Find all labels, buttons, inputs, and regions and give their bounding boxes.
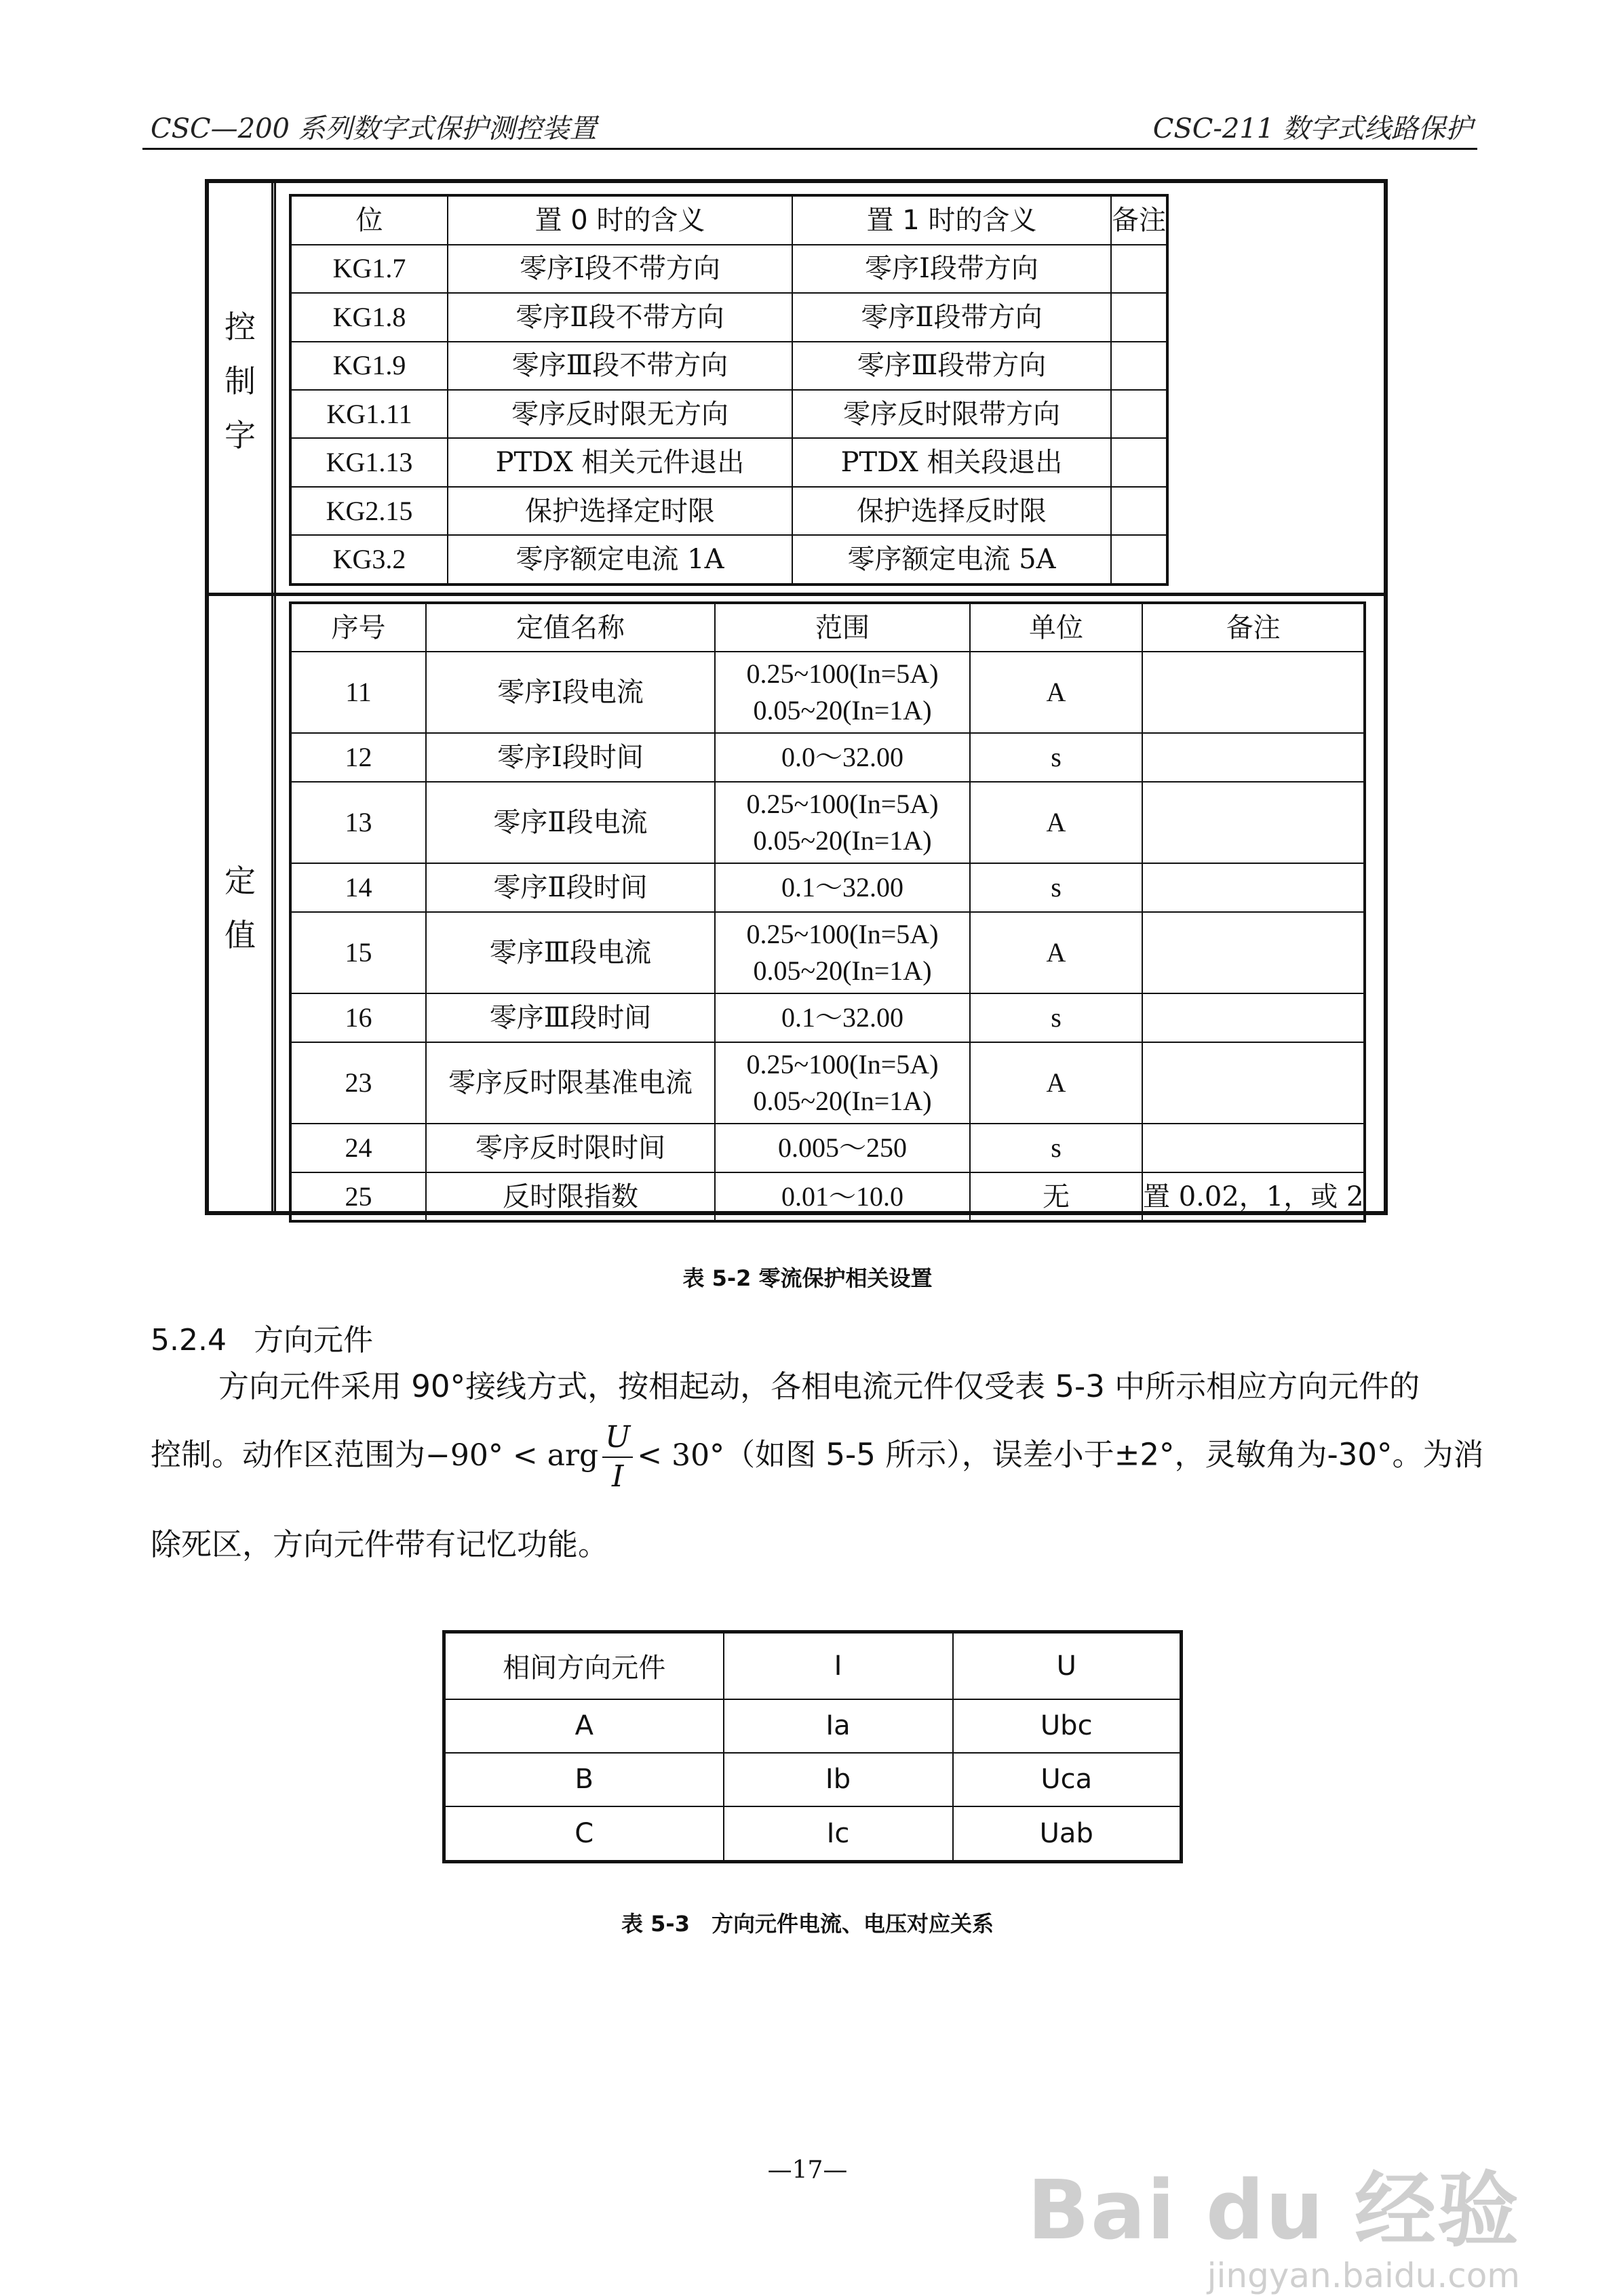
cell: 零序反时限无方向: [448, 390, 792, 438]
header-cell: 定值名称: [426, 603, 715, 652]
cell: [1111, 342, 1167, 390]
header-left-title: CSC—200 系列数字式保护测控装置: [151, 113, 597, 144]
control-word-table: [289, 194, 1169, 586]
cell: 零序Ⅰ段带方向: [792, 245, 1111, 293]
cell: 零序Ⅲ段带方向: [792, 342, 1111, 390]
cell: [1111, 293, 1167, 341]
cell: 15: [290, 912, 426, 993]
range-cell: [715, 1042, 970, 1124]
cell: s: [970, 863, 1142, 912]
section-heading: [151, 1315, 373, 1359]
header-cell: 备注: [1142, 603, 1365, 652]
setting-value-section: [209, 593, 1384, 1211]
cell: 零序Ⅱ段带方向: [792, 293, 1111, 341]
fraction: [602, 1419, 633, 1496]
table-row: [290, 912, 1365, 993]
cell: 14: [290, 863, 426, 912]
cell: 12: [290, 733, 426, 782]
paragraph-text: （如图 5-5 所示），误差小于±2°，灵敏角为-30°。为消: [724, 1436, 1484, 1473]
table-row: [444, 1806, 1182, 1862]
cell: [1142, 1042, 1365, 1124]
cell: 0.1～32.00: [715, 863, 970, 912]
table-header-row: [290, 195, 1167, 245]
cell: 11: [290, 652, 426, 733]
cell: 无: [970, 1172, 1142, 1221]
cell: [1142, 652, 1365, 733]
cell: 0.005～250: [715, 1124, 970, 1172]
table-row: [290, 782, 1365, 863]
cell: 零序Ⅰ段电流: [426, 652, 715, 733]
control-label-char: 制: [225, 363, 256, 399]
table-row: [290, 652, 1365, 733]
cell: s: [970, 1124, 1142, 1172]
range-cell: [715, 652, 970, 733]
header-cell: I: [724, 1632, 953, 1699]
settings-table: [205, 179, 1388, 1215]
cell: Uab: [953, 1806, 1182, 1862]
fraction-denominator: I: [612, 1459, 624, 1494]
baidu-watermark: [1027, 2164, 1520, 2296]
cell: [1111, 535, 1167, 585]
table-row: [290, 863, 1365, 912]
table-row: [290, 1042, 1365, 1124]
cell: 零序Ⅲ段电流: [426, 912, 715, 993]
cell: 25: [290, 1172, 426, 1221]
table-header-row: [290, 603, 1365, 652]
cell: KG1.11: [290, 390, 448, 438]
cell: 保护选择反时限: [792, 487, 1111, 535]
cell: [1111, 390, 1167, 438]
cell: 0.01～10.0: [715, 1172, 970, 1221]
section-number: 5.2.4: [151, 1323, 227, 1358]
cell: Ic: [724, 1806, 953, 1862]
section-title: 方向元件: [253, 1323, 373, 1358]
cell: Ia: [724, 1699, 953, 1753]
cell: A: [970, 652, 1142, 733]
table-row: [290, 1124, 1365, 1172]
control-word-section: [209, 183, 1384, 593]
range-line: 0.25~100(In=5A): [746, 1049, 939, 1080]
table-row: [290, 245, 1167, 293]
header-rule: [142, 148, 1477, 150]
header-cell: 序号: [290, 603, 426, 652]
cell: A: [970, 1042, 1142, 1124]
table-row: [290, 733, 1365, 782]
control-label-char: 字: [225, 417, 256, 454]
cell: KG1.8: [290, 293, 448, 341]
range-line: 0.05~20(In=1A): [753, 955, 932, 986]
cell: A: [970, 782, 1142, 863]
setting-value-table: [289, 601, 1366, 1223]
cell: 13: [290, 782, 426, 863]
table-row: [290, 293, 1167, 341]
paragraph-line: 方向元件采用 90°接线方式，按相起动，各相电流元件仅受表 5-3 中所示相应方向元件的: [218, 1368, 1420, 1404]
cell: 零序额定电流 1A: [448, 535, 792, 585]
cell: A: [970, 912, 1142, 993]
range-line: 0.05~20(In=1A): [753, 1086, 932, 1116]
header-cell: 范围: [715, 603, 970, 652]
cell: 零序额定电流 5A: [792, 535, 1111, 585]
formula-right: < 30°: [637, 1438, 725, 1473]
header-cell: 相间方向元件: [444, 1632, 724, 1699]
header-cell: 置 1 时的含义: [792, 195, 1111, 245]
cell: KG2.15: [290, 487, 448, 535]
range-line: 0.25~100(In=5A): [746, 919, 939, 949]
cell: KG3.2: [290, 535, 448, 585]
range-cell: [715, 912, 970, 993]
header-cell: 备注: [1111, 195, 1167, 245]
cell: [1142, 863, 1365, 912]
cell: 反时限指数: [426, 1172, 715, 1221]
paragraph-text: 控制。动作区范围为: [151, 1436, 426, 1473]
cell: 零序Ⅲ段不带方向: [448, 342, 792, 390]
cell: 零序反时限时间: [426, 1124, 715, 1172]
table-row: [290, 342, 1167, 390]
header-cell: 位: [290, 195, 448, 245]
range-line: 0.05~20(In=1A): [753, 695, 932, 726]
cell: [1142, 993, 1365, 1042]
header-cell: 单位: [970, 603, 1142, 652]
cell: [1142, 782, 1365, 863]
cell: 零序Ⅲ段时间: [426, 993, 715, 1042]
range-line: 0.05~20(In=1A): [753, 825, 932, 856]
cell: 23: [290, 1042, 426, 1124]
watermark-url: jingyan.baidu.com: [1207, 2256, 1520, 2295]
cell: Ubc: [953, 1699, 1182, 1753]
cell: KG1.13: [290, 438, 448, 486]
cell: 零序Ⅱ段时间: [426, 863, 715, 912]
page-number: —17—: [767, 2156, 848, 2184]
cell: 24: [290, 1124, 426, 1172]
cell: 16: [290, 993, 426, 1042]
cell: PTDX 相关元件退出: [448, 438, 792, 486]
range-cell: [715, 782, 970, 863]
cell: [1142, 912, 1365, 993]
cell: 零序反时限带方向: [792, 390, 1111, 438]
header-cell: 置 0 时的含义: [448, 195, 792, 245]
cell: 0.0～32.00: [715, 733, 970, 782]
cell: [1111, 487, 1167, 535]
cell: 置 0.02，1，或 2: [1142, 1172, 1365, 1221]
table-caption: 表 5-3 方向元件电流、电压对应关系: [621, 1911, 994, 1937]
table-header-row: [444, 1632, 1182, 1699]
cell: 零序Ⅰ段时间: [426, 733, 715, 782]
table-row: [290, 390, 1167, 438]
table-row: [290, 1172, 1365, 1221]
cell: [1142, 733, 1365, 782]
cell: KG1.7: [290, 245, 448, 293]
table-row: [444, 1753, 1182, 1806]
cell: 0.1～32.00: [715, 993, 970, 1042]
table-row: [444, 1699, 1182, 1753]
table-caption: 表 5-2 零流保护相关设置: [682, 1265, 933, 1291]
cell: Uca: [953, 1753, 1182, 1806]
header-right-title: CSC-211 数字式线路保护: [1152, 113, 1473, 144]
cell: 零序Ⅱ段电流: [426, 782, 715, 863]
cell: 零序反时限基准电流: [426, 1042, 715, 1124]
cell: 保护选择定时限: [448, 487, 792, 535]
table-row: [290, 535, 1167, 585]
table-row: [290, 487, 1167, 535]
cell: s: [970, 733, 1142, 782]
direction-element-table: [442, 1630, 1183, 1863]
cell: C: [444, 1806, 724, 1862]
cell: 零序Ⅱ段不带方向: [448, 293, 792, 341]
watermark-logo: Bai du 经验: [1027, 2164, 1520, 2258]
cell: Ib: [724, 1753, 953, 1806]
cell: 零序Ⅰ段不带方向: [448, 245, 792, 293]
cell: s: [970, 993, 1142, 1042]
range-line: 0.25~100(In=5A): [746, 789, 939, 819]
table-row: [290, 438, 1167, 486]
range-line: 0.25~100(In=5A): [746, 658, 939, 689]
setting-label-char: 定: [225, 863, 256, 899]
cell: [1111, 245, 1167, 293]
formula: [425, 1420, 725, 1494]
cell: PTDX 相关段退出: [792, 438, 1111, 486]
paragraph-line: 除死区，方向元件带有记忆功能。: [151, 1526, 609, 1562]
cell: A: [444, 1699, 724, 1753]
header-cell: U: [953, 1632, 1182, 1699]
cell: [1111, 438, 1167, 486]
control-label-char: 控: [225, 309, 256, 345]
fraction-numerator: U: [602, 1419, 633, 1458]
cell: [1142, 1124, 1365, 1172]
cell: B: [444, 1753, 724, 1806]
setting-label-char: 值: [225, 917, 256, 953]
table-row: [290, 993, 1365, 1042]
formula-left: −90° < arg: [425, 1438, 599, 1473]
cell: KG1.9: [290, 342, 448, 390]
paragraph-line-with-formula: [151, 1419, 1484, 1496]
